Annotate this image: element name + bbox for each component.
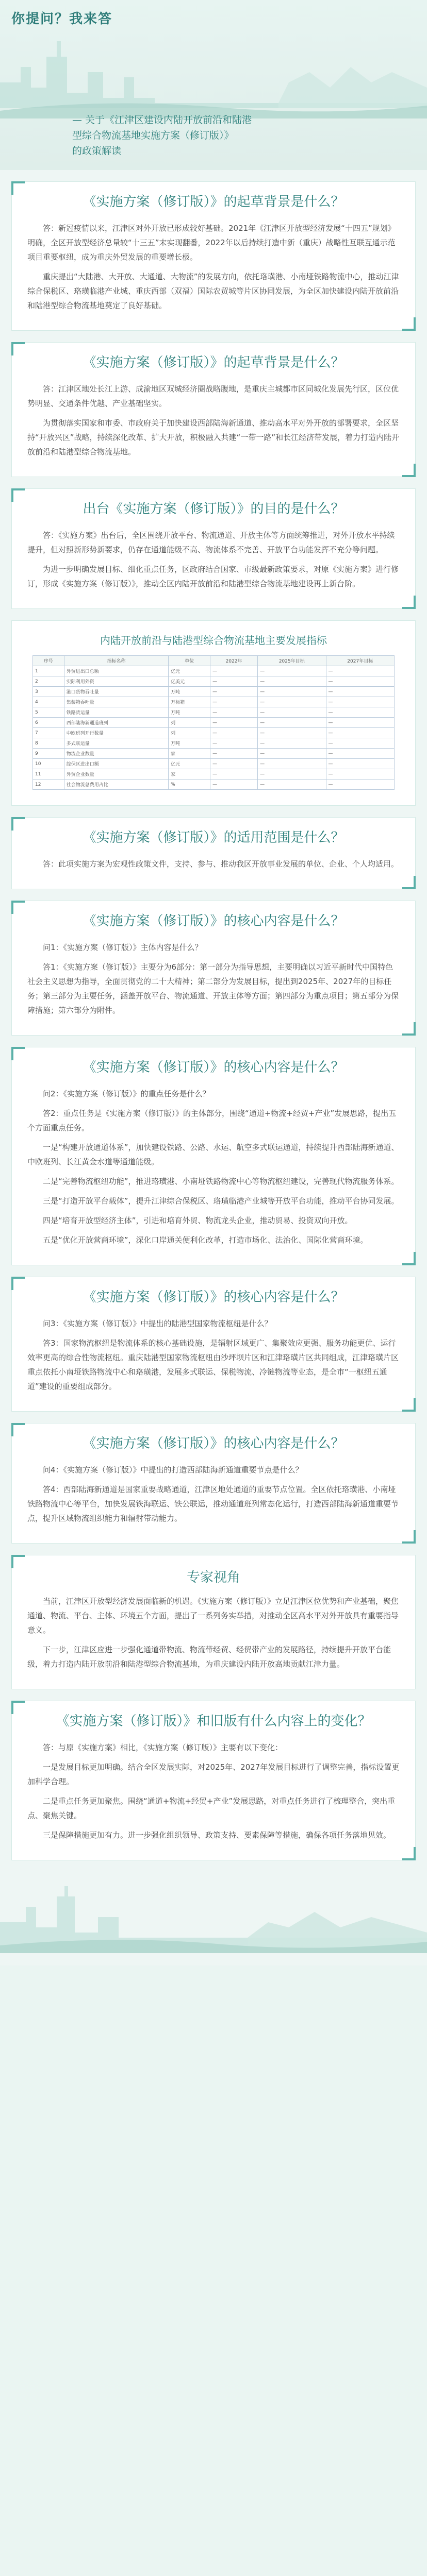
section-paragraph: 为进一步明确发展目标、细化重点任务，区政府结合国家、市级最新政策要求，对原《实施方案》进行修订，形成《实施方案（修订版）》，推动全区内陆开放前沿和陆港型综合物流基地建设再上新台阶。 [27, 565, 399, 588]
table-cell: 2 [33, 676, 64, 687]
table-header: 2025年目标 [258, 656, 326, 666]
table-cell: 港口货物吞吐量 [64, 687, 168, 697]
table-cell: 西部陆海新通道班列 [64, 718, 168, 728]
table-cell: — [326, 738, 395, 749]
table-cell: 家 [169, 749, 210, 759]
table-cell: — [326, 697, 395, 707]
section-paragraph: 问3：《实施方案（修订版）》中提出的陆港型国家物流枢纽是什么？ [43, 1319, 272, 1328]
section-paragraph: 三是保障措施更加有力。进一步强化组织领导、政策支持、要素保障等措施，确保各项任务落地见效。 [43, 1831, 391, 1840]
table-header: 序号 [33, 656, 64, 666]
table-cell: — [326, 728, 395, 738]
table-row [33, 666, 395, 676]
table-cell: — [326, 718, 395, 728]
table-row [33, 728, 395, 738]
section-paragraph: 一是“构建开放通道体系”，加快建设铁路、公路、水运、航空多式联运通道，持续提升西部陆海新通道、中欧班列、长江黄金水道等通道能级。 [27, 1143, 399, 1166]
expert-perspective [11, 1555, 416, 1689]
table-cell: — [258, 687, 326, 697]
table-cell: — [258, 666, 326, 676]
section-paragraph: 答4：西部陆海新通道是国家重要战略通道，江津区地处通道的重要节点位置。全区依托珞璜港、小南垭铁路物流中心等平台，加快发展铁海联运、铁公联运，推动通道班列常态化运行，打造西部陆海新通道重要节点，提升区域物流组织能力和辐射带动能力。 [27, 1485, 399, 1523]
table-cell: — [258, 769, 326, 779]
table-cell: 万吨 [169, 707, 210, 718]
expert-title: 专家视角 [186, 1570, 240, 1585]
section-paragraph: 答：新冠疫情以来，江津区对外开放已形成较好基础。2021年《江津区开放型经济发展“十四五”规划》明确，全区开放型经济总量较“十三五”末实现翻番，2022年以后持续打造中新（重庆）战略性互联互通示范项目重要枢纽，成为重庆外贸发展的重要增长极。 [27, 224, 396, 262]
table-cell: — [326, 779, 395, 790]
table-cell: 亿元 [169, 666, 210, 676]
table-cell: — [326, 676, 395, 687]
figure-title: 内陆开放前沿与陆港型综合物流基地主要发展指标 [100, 634, 327, 647]
table-cell: 5 [33, 707, 64, 718]
section-paragraph: 答：《实施方案》出台后，全区围绕开放平台、物流通道、开放主体等方面统筹推进，对外开放水平持续提升，但对照新形势新要求，仍存在通道能级不高、物流体系不完善、开放平台功能发挥不充分等问题。 [27, 531, 395, 554]
section-paragraph: 为贯彻落实国家和市委、市政府关于加快建设西部陆海新通道、推动高水平对外开放的部署要求，全区坚持“开放兴区”战略，持续深化改革、扩大开放，积极融入共建“一带一路”和长江经济带发展，着力打造内陆开放前沿和陆港型综合物流基地。 [27, 418, 400, 456]
section-title: 《实施方案（修订版）》的核心内容是什么？ [83, 1436, 344, 1451]
table-cell: — [258, 718, 326, 728]
section-title: 《实施方案（修订版）》的起草背景是什么？ [83, 194, 344, 210]
table-row [33, 697, 395, 707]
table-cell: — [210, 718, 258, 728]
section-core-1 [11, 901, 416, 1036]
expert-paragraph: 当前，江津区开放型经济发展面临新的机遇。《实施方案（修订版）》立足江津区位优势和产业基础，聚焦通道、物流、平台、主体、环境五个方面，提出了一系列务实举措，对推动全区高水平对外开放具有重要指导意义。 [27, 1597, 399, 1635]
section-changes [11, 1701, 416, 1860]
table-row [33, 687, 395, 697]
table-cell: 列 [169, 728, 210, 738]
table-cell: — [210, 749, 258, 759]
table-cell: 中欧班列开行数量 [64, 728, 168, 738]
section-paragraph: 答：此项实施方案为宏观性政策文件，支持、参与、推动我区开放事业发展的单位、企业、个人均适用。 [43, 859, 399, 869]
city-skyline-illustration [0, 21, 427, 118]
table-row [33, 676, 395, 687]
table-header: 2027年目标 [326, 656, 395, 666]
table-cell: — [326, 749, 395, 759]
section-title: 《实施方案（修订版）》的起草背景是什么？ [83, 355, 344, 370]
table-row [33, 738, 395, 749]
section-title: 《实施方案（修订版）》的核心内容是什么？ [83, 1290, 344, 1305]
table-cell: 家 [169, 769, 210, 779]
table-row [33, 779, 395, 790]
table-cell: 7 [33, 728, 64, 738]
section-title: 《实施方案（修订版）》的核心内容是什么？ [83, 1060, 344, 1075]
table-header: 指标名称 [64, 656, 168, 666]
table-cell: — [326, 707, 395, 718]
indicator-figure [11, 620, 416, 806]
table-cell: — [210, 676, 258, 687]
table-cell: % [169, 779, 210, 790]
section-title: 《实施方案（修订版）》的核心内容是什么？ [83, 913, 344, 929]
section-paragraph: 答1：《实施方案（修订版）》主要分为6部分：第一部分为指导思想，主要明确以习近平新时代中国特色社会主义思想为指导，全面贯彻党的二十大精神；第二部分为发展目标，提出到2025年、2027年的目标任务；第三部分为主要任务，涵盖开放平台、物流通道、开放主体等方面；第四部分为重点项目；第五部分为保障措施；第六部分为附件。 [27, 962, 399, 1015]
section-core-3 [11, 1277, 416, 1412]
table-cell: — [258, 759, 326, 769]
table-cell: 万吨 [169, 738, 210, 749]
section-paragraph: 五是“优化开放营商环境”，深化口岸通关便利化改革，打造市场化、法治化、国际化营商环境。 [43, 1235, 368, 1245]
table-header: 2022年 [210, 656, 258, 666]
table-cell: 外贸企业数量 [64, 769, 168, 779]
section-paragraph: 问1：《实施方案（修订版）》主体内容是什么？ [43, 943, 203, 952]
table-cell: 社会物流总费用占比 [64, 779, 168, 790]
table-cell: — [258, 676, 326, 687]
table-cell: 亿元 [169, 759, 210, 769]
table-cell: 万吨 [169, 687, 210, 697]
section-purpose [11, 488, 416, 609]
table-row [33, 718, 395, 728]
table-cell: — [258, 728, 326, 738]
table-cell: — [210, 697, 258, 707]
table-cell: — [258, 779, 326, 790]
table-cell: — [210, 759, 258, 769]
table-cell: 亿美元 [169, 676, 210, 687]
table-cell: — [210, 666, 258, 676]
section-core-4 [11, 1423, 416, 1544]
table-cell: 9 [33, 749, 64, 759]
table-cell: — [210, 738, 258, 749]
table-cell: — [210, 687, 258, 697]
table-cell: 12 [33, 779, 64, 790]
table-cell: 物流企业数量 [64, 749, 168, 759]
section-background-2 [11, 342, 416, 477]
section-paragraph: 三是“打造开放平台载体”，提升江津综合保税区、珞璜临港产业城等开放平台功能，推动平台协同发展。 [43, 1196, 399, 1206]
table-cell: 6 [33, 718, 64, 728]
page-title: — 关于《江津区建设内陆开放前沿和陆港 型综合物流基地实施方案（修订版）》 的政策解读 [72, 114, 252, 157]
table-cell: 外贸进出口总额 [64, 666, 168, 676]
table-cell: — [258, 749, 326, 759]
section-paragraph: 重庆提出“大陆港、大开放、大通道、大物流”的发展方向，依托珞璜港、小南垭铁路物流中心，推动江津综合保税区、珞璜临港产业城、重庆西部（双福）国际农贸城等片区协同发展，为全区加快建设内陆开放前沿和陆港型综合物流基地奠定了良好基础。 [27, 272, 399, 310]
section-core-2 [11, 1047, 416, 1265]
table-cell: 4 [33, 697, 64, 707]
section-title: 出台《实施方案（修订版）》的目的是什么？ [83, 501, 344, 517]
table-cell: — [210, 779, 258, 790]
table-cell: — [210, 769, 258, 779]
section-paragraph: 答3：国家物流枢纽是物流体系的核心基础设施，是辐射区域更广、集聚效应更强、服务功能更优、运行效率更高的综合性物流枢纽。重庆陆港型国家物流枢纽由沙坪坝片区和江津珞璜片区共同组成，江津珞璜片区重点依托小南垭铁路物流中心和珞璜港，发展多式联运、保税物流、冷链物流等业态，是全市“一枢纽五通道”建设的重要组成部分。 [27, 1338, 399, 1391]
footer-skyline-illustration [0, 1876, 427, 1953]
section-background-1 [11, 181, 416, 331]
table-cell: — [326, 687, 395, 697]
table-cell: 11 [33, 769, 64, 779]
table-cell: — [326, 666, 395, 676]
section-paragraph: 问2：《实施方案（修订版）》的重点任务是什么？ [43, 1089, 210, 1098]
table-cell: 3 [33, 687, 64, 697]
section-paragraph: 二是“完善物流枢纽功能”，推进珞璜港、小南垭铁路物流中心等物流枢纽建设，完善现代物流服务体系。 [43, 1177, 399, 1186]
table-cell: — [258, 738, 326, 749]
table-cell: 8 [33, 738, 64, 749]
table-cell: 铁路货运量 [64, 707, 168, 718]
table-cell: 1 [33, 666, 64, 676]
table-cell: 列 [169, 718, 210, 728]
section-paragraph: 答2：重点任务是《实施方案（修订版）》的主体部分，围绕“通道+物流+经贸+产业”发展思路，提出五个方面重点任务。 [27, 1109, 397, 1132]
table-row [33, 707, 395, 718]
qa-label: 你提问？我来答 [11, 11, 113, 27]
hero-header [0, 0, 427, 170]
table-cell: — [326, 759, 395, 769]
section-paragraph: 问4：《实施方案（修订版）》中提出的打造西部陆海新通道重要节点是什么？ [43, 1465, 303, 1475]
expert-paragraph: 下一步，江津区应进一步强化通道带物流、物流带经贸、经贸带产业的发展路径，持续提升开放平台能级，着力打造内陆开放前沿和陆港型综合物流基地，为重庆建设内陆开放高地贡献江津力量。 [27, 1645, 391, 1669]
section-paragraph: 二是重点任务更加聚焦。围绕“通道+物流+经贸+产业”发展思路，对重点任务进行了梳理整合，突出重点、聚焦关键。 [27, 1797, 396, 1820]
section-paragraph: 答：江津区地处长江上游、成渝地区双城经济圈战略腹地，是重庆主城都市区同城化发展先行区，区位优势明显、交通条件优越、产业基础坚实。 [27, 384, 399, 408]
table-cell: — [258, 707, 326, 718]
section-paragraph: 答：与原《实施方案》相比，《实施方案（修订版）》主要有以下变化： [43, 1743, 283, 1752]
table-cell: 10 [33, 759, 64, 769]
section-scope [11, 817, 416, 889]
table-cell: — [210, 728, 258, 738]
table-row [33, 769, 395, 779]
table-cell: — [258, 697, 326, 707]
table-cell: 综保区进出口额 [64, 759, 168, 769]
table-row [33, 749, 395, 759]
table-header: 单位 [169, 656, 210, 666]
table-cell: 多式联运量 [64, 738, 168, 749]
indicator-table [32, 655, 395, 790]
table-cell: — [210, 707, 258, 718]
section-title: 《实施方案（修订版）》的适用范围是什么？ [83, 830, 344, 845]
section-title: 《实施方案（修订版）》和旧版有什么内容上的变化？ [56, 1714, 371, 1729]
table-cell: — [326, 769, 395, 779]
table-cell: 万标箱 [169, 697, 210, 707]
table-cell: 实际利用外资 [64, 676, 168, 687]
section-paragraph: 四是“培育开放型经济主体”，引进和培育外贸、物流龙头企业，推动贸易、投资双向开放。 [43, 1216, 353, 1225]
table-cell: 集装箱吞吐量 [64, 697, 168, 707]
table-row [33, 759, 395, 769]
section-paragraph: 一是发展目标更加明确。结合全区发展实际，对2025年、2027年发展目标进行了调整完善，指标设置更加科学合理。 [27, 1762, 400, 1786]
